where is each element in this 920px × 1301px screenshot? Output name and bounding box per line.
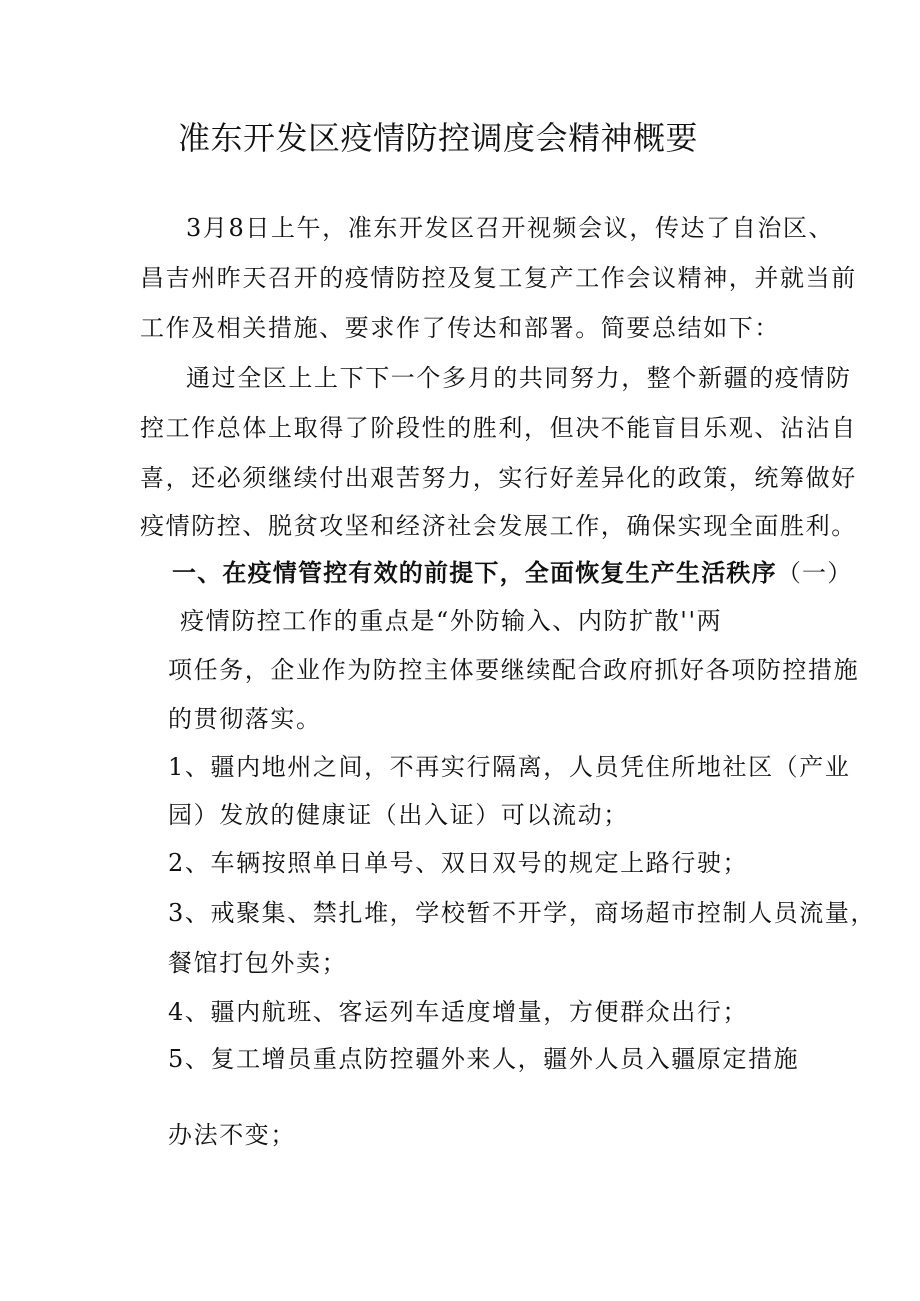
summary-line-3: 喜，还必须继续付出艰苦努力，实行好差异化的政策，统筹做好 [140,464,857,492]
list-item-4: 4、疆内航班、客运列车适度增量，方便群众出行； [168,998,749,1026]
list-item-1-line-1: 1、疆内地州之间，不再实行隔离，人员凭住所地社区（产业 [168,753,851,781]
summary-line-1: 通过全区上上下下一个多月的共同努力，整个新疆的疫情防 [186,364,852,392]
list-item-3-line-1: 3、戒聚集、禁扎堆，学校暂不开学，商场超市控制人员流量， [168,899,877,927]
section-body-line-3: 的贯彻落实。 [168,705,322,733]
summary-line-4: 疫情防控、脱贫攻坚和经济社会发展工作，确保实现全面胜利。 [140,512,857,540]
section-body-line-1: 疫情防控工作的重点是“外防输入、内防扩散''两 [180,607,723,635]
section-heading-suffix: （一） [776,559,853,587]
section-heading-text: 一、在疫情管控有效的前提下，全面恢复生产生活秩序 [172,558,777,587]
intro-line-2: 昌吉州昨天召开的疫情防控及复工复产工作会议精神，并就当前 [140,264,857,292]
intro-line-3: 工作及相关措施、要求作了传达和部署。简要总结如下： [140,314,780,342]
list-item-5-line-1: 5、复工增员重点防控疆外来人，疆外人员入疆原定措施 [168,1045,800,1073]
summary-line-2: 控工作总体上取得了阶段性的胜利，但决不能盲目乐观、沾沾自 [140,414,857,442]
section-heading [172,558,852,588]
list-item-1-line-2: 园）发放的健康证（出入证）可以流动； [168,801,629,829]
document-title: 准东开发区疫情防控调度会精神概要 [178,119,699,157]
intro-line-1: 3月8日上午，准东开发区召开视频会议，传达了自治区、 [186,214,835,242]
list-item-5-line-2: 办法不变； [168,1121,296,1149]
section-body-line-2: 项任务，企业作为防控主体要继续配合政府抓好各项防控措施 [168,656,860,684]
list-item-2: 2、车辆按照单日单号、双日双号的规定上路行驶； [168,849,749,877]
list-item-3-line-2: 餐馆打包外卖； [168,949,348,977]
